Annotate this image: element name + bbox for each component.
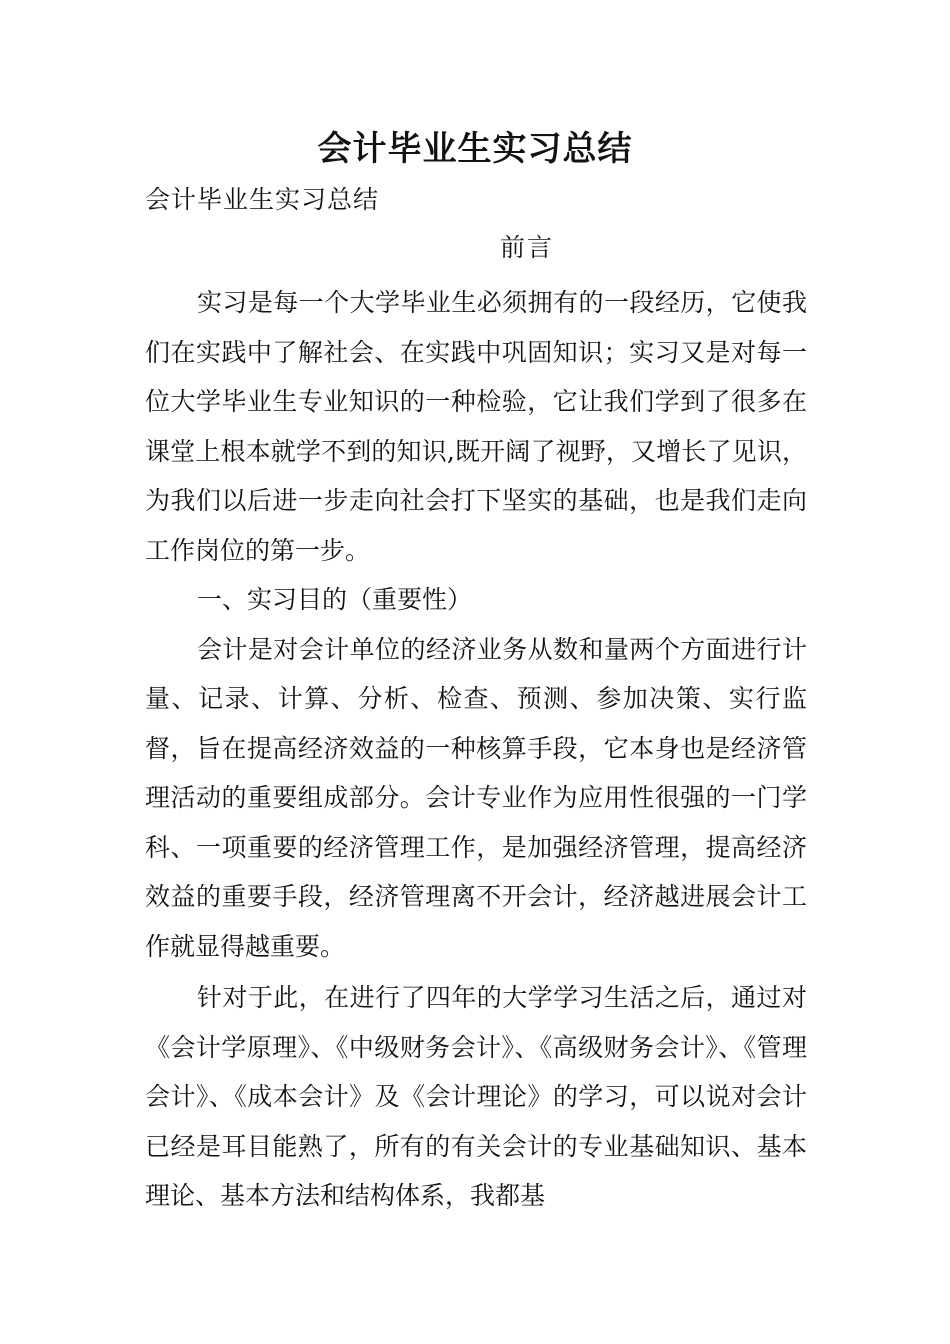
- document-body: [145, 278, 807, 1221]
- paragraph-intro: 实习是每一个大学毕业生必须拥有的一段经历，它使我们在实践中了解社会、在实践中巩固知识；实习又是对每一位大学毕业生专业知识的一种检验，它让我们学到了很多在课堂上根本就学不到的知识,既开阔了视野，又增长了见识，为我们以后进一步走向社会打下坚实的基础，也是我们走向工作岗位的第一步。: [145, 288, 807, 565]
- paragraph-accounting: 会计是对会计单位的经济业务从数和量两个方面进行计量、记录、计算、分析、检查、预测、参加决策、实行监督，旨在提高经济效益的一种核算手段，它本身也是经济管理活动的重要组成部分。会计专业作为应用性很强的一门学科、一项重要的经济管理工作，是加强经济管理，提高经济效益的重要手段，经济管理离不开会计，经济越进展会计工作就显得越重要。: [145, 634, 807, 961]
- preface-heading: 前言: [499, 233, 554, 262]
- document-subtitle: 会计毕业生实习总结: [145, 185, 380, 214]
- paragraph-study: 针对于此，在进行了四年的大学学习生活之后，通过对《会计学原理》、《中级财务会计》、《高级财务会计》、《管理会计》、《成本会计》及《会计理论》的学习，可以说对会计已经是耳目能熟了，所有的有关会计的专业基础知识、基本理论、基本方法和结构体系，我都基: [145, 983, 807, 1210]
- section-heading: 一、实习目的（重要性）: [197, 585, 473, 614]
- document-title: 会计毕业生实习总结: [317, 129, 633, 169]
